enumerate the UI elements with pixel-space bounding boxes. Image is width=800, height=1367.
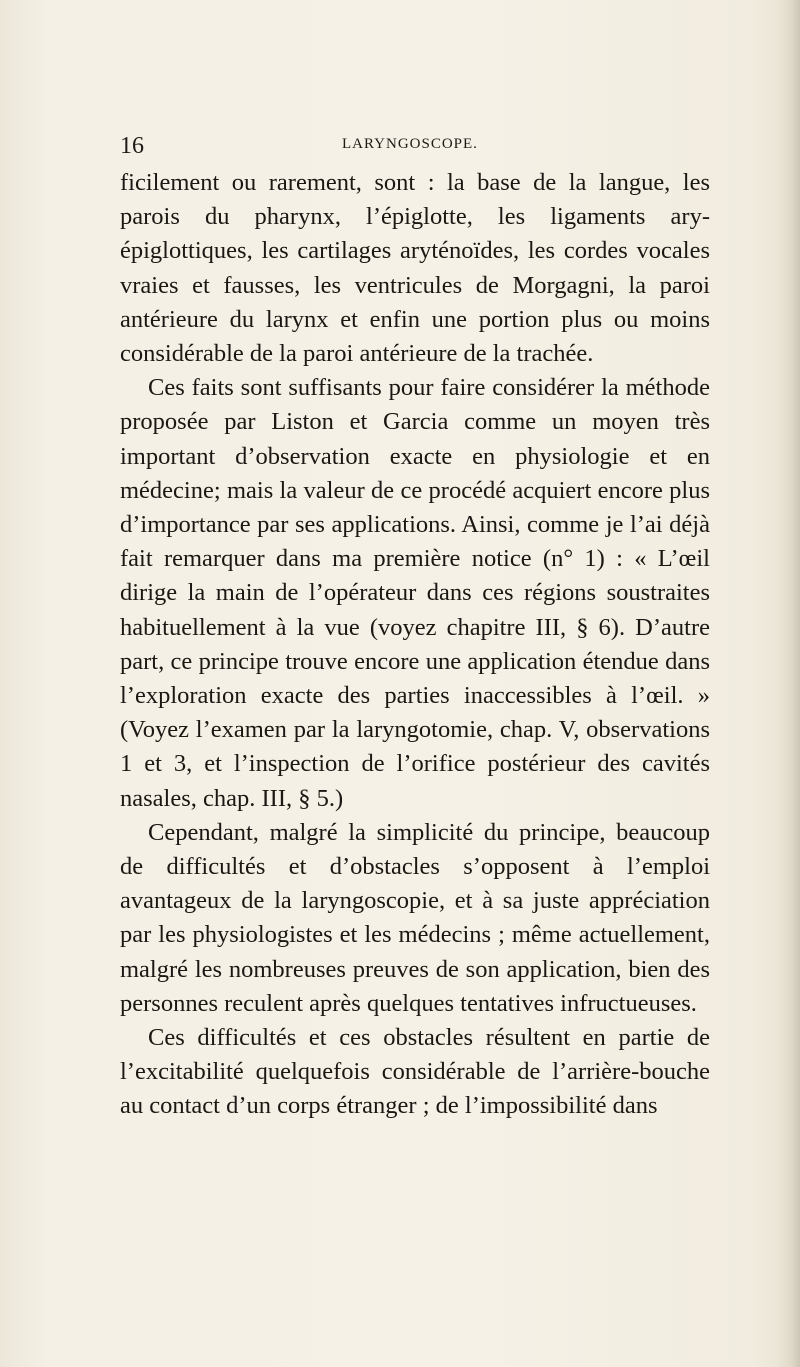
paragraph-methode: Ces faits sont suffisants pour faire considérer la méthode proposée par Liston et Garcia comme un moyen très important d’observation exacte en physiologie et en médecine; mais la valeur de ce procédé acquiert encore plus d’importance par ses applications. Ainsi, comme je l’ai déjà fait remarquer dans ma première notice (n° 1) : « L’œil dirige la main de l’opérateur dans ces régions soustraites habituellement à la vue (voyez chapitre III, § 6). D’autre part, ce principe trouve encore une application étendue dans l’exploration exacte des parties inaccessibles à l’œil. » (Voyez l’examen par la laryngotomie, chap. V, observations 1 et 3, et l’inspection de l’orifice postérieur des cavités nasales, chap. III, § 5.): [120, 374, 710, 812]
page-number: 16: [120, 133, 144, 159]
running-head: [120, 130, 710, 162]
page-edge-shadow: [778, 0, 800, 1367]
paragraph-difficultes: Ces difficultés et ces obstacles résultent en partie de l’excitabilité quelquefois considérable de l’arrière-bouche au contact d’un corps étranger ; de l’impossibilité dans: [120, 1024, 710, 1120]
paragraph-continuation: ficilement ou rarement, sont : la base de la langue, les parois du pharynx, l’épiglotte, les ligaments ary-épiglottiques, les cartilages aryténoïdes, les cordes vocales vraies et fausses, les ventricules de Morgagni, la paroi antérieure du larynx et enfin une portion plus ou moins considérable de la paroi antérieure de la trachée.: [120, 169, 710, 368]
paragraph-cependant: Cependant, malgré la simplicité du principe, beaucoup de difficultés et d’obstacles s’opposent à l’emploi avantageux de la laryngoscopie, et à sa juste appréciation par les physiologistes et les médecins ; même actuellement, malgré les nombreuses preuves de son application, bien des personnes reculent après quelques tentatives infructueuses.: [120, 818, 710, 1017]
running-title: LARYNGOSCOPE.: [342, 136, 478, 152]
body-text: [120, 166, 710, 1124]
